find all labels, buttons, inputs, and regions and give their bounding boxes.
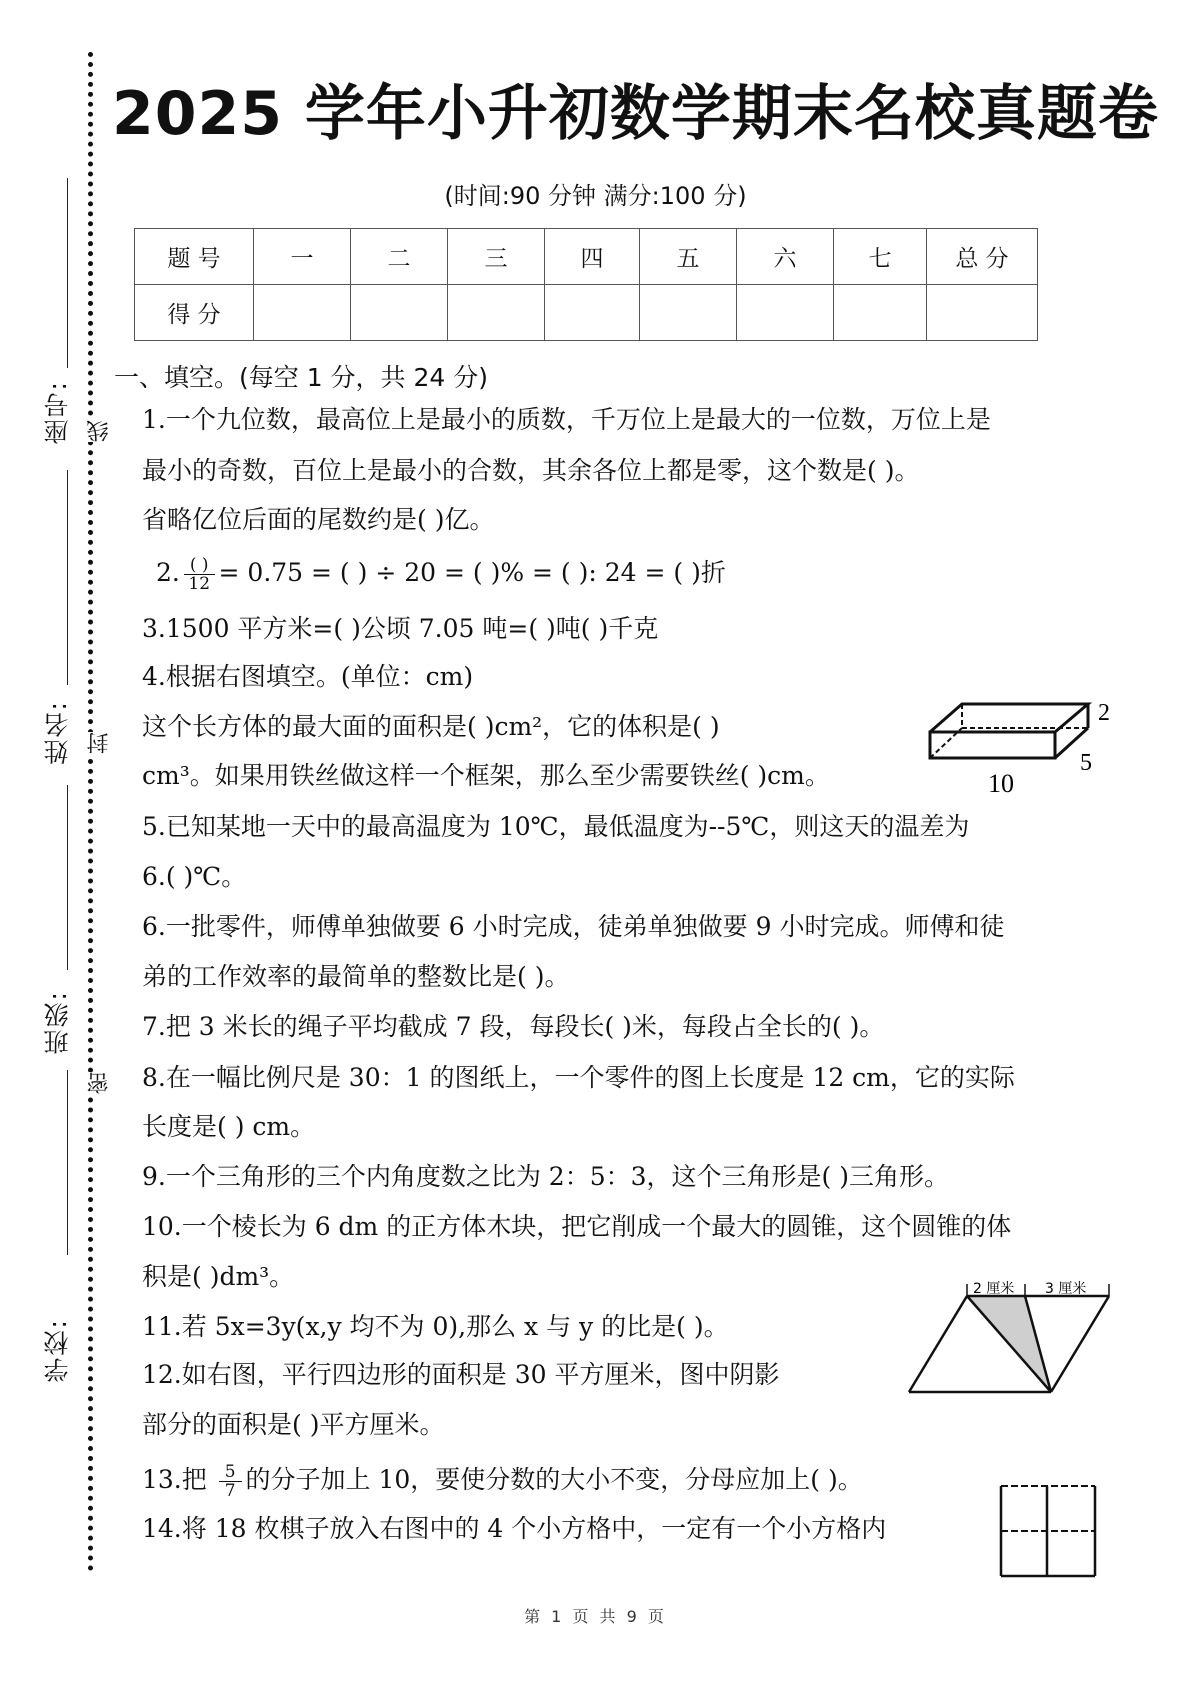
question-12-line-2: 部分的面积是( )平方厘米。 xyxy=(142,1410,445,1439)
header-cell: 七 xyxy=(834,229,927,285)
seat-number-label: 座号: xyxy=(43,380,72,445)
question-14: 14.将 18 枚棋子放入右图中的 4 个小方格中，一定有一个小方格内 xyxy=(142,1514,887,1543)
question-13-text: 的分子加上 10，要使分数的大小不变，分母应加上( )。 xyxy=(245,1465,863,1494)
section-heading: 一、填空。(每空 1 分，共 24 分) xyxy=(114,363,489,392)
parallelogram-figure xyxy=(905,1280,1125,1410)
seal-mark-seal: 封 xyxy=(84,732,115,754)
fraction xyxy=(184,556,215,593)
exam-time-and-score: (时间:90 分钟 满分:100 分) xyxy=(444,182,747,210)
question-4-line-1: 4.根据右图填空。(单位：cm) xyxy=(142,662,474,691)
header-cell: 五 xyxy=(640,229,737,285)
question-13-prefix: 13.把 xyxy=(142,1465,215,1494)
score-cell[interactable] xyxy=(448,285,545,341)
seal-mark-line: 线 xyxy=(84,420,115,442)
cuboid-height: 2 xyxy=(1098,700,1110,726)
class-label: 班级: xyxy=(43,990,72,1055)
fraction-numerator: 5 xyxy=(219,1463,242,1482)
score-cell[interactable] xyxy=(254,285,351,341)
question-7: 7.把 3 米长的绳子平均截成 7 段，每段长( )米，每段占全长的( )。 xyxy=(142,1012,885,1041)
question-2 xyxy=(156,556,726,593)
segment-label-left: 2 厘米 xyxy=(973,1281,1015,1297)
header-cell: 总 分 xyxy=(927,229,1038,285)
header-cell: 二 xyxy=(351,229,448,285)
question-4-line-2: 这个长方体的最大面的面积是( )cm²，它的体积是( ) xyxy=(142,712,720,741)
seal-mark-secret: 密 xyxy=(84,1072,115,1094)
grid-2x2-figure xyxy=(995,1482,1105,1582)
score-cell[interactable] xyxy=(640,285,737,341)
question-1-line-3: 省略亿位后面的尾数约是( )亿。 xyxy=(142,505,495,534)
score-table-header-row xyxy=(135,229,1038,285)
question-13 xyxy=(142,1463,863,1500)
question-1-line-2: 最小的奇数，百位上是最小的合数，其余各位上都是零，这个数是( )。 xyxy=(142,456,920,485)
name-label: 姓名: xyxy=(43,700,72,765)
question-12-line-1: 12.如右图，平行四边形的面积是 30 平方厘米，图中阴影 xyxy=(142,1360,780,1389)
score-cell[interactable] xyxy=(545,285,640,341)
question-6-line-1: 6.一批零件，师傅单独做要 6 小时完成，徒弟单独做要 9 小时完成。师傅和徒 xyxy=(142,912,1005,941)
question-4-line-3: cm³。如果用铁丝做这样一个框架，那么至少需要铁丝( )cm。 xyxy=(142,761,830,790)
header-cell: 一 xyxy=(254,229,351,285)
name-field[interactable] xyxy=(67,470,68,685)
question-1-line-1: 1.一个九位数，最高位上是最小的质数，千万位上是最大的一位数，万位上是 xyxy=(142,405,991,434)
question-9: 9.一个三角形的三个内角度数之比为 2：5：3，这个三角形是( )三角形。 xyxy=(142,1162,949,1191)
fraction-denominator: 7 xyxy=(224,1481,236,1501)
fraction-denominator: 12 xyxy=(188,574,211,594)
question-8-line-2: 长度是( ) cm。 xyxy=(142,1112,316,1141)
score-table xyxy=(134,228,1038,341)
header-cell: 四 xyxy=(545,229,640,285)
segment-label-right: 3 厘米 xyxy=(1045,1281,1087,1297)
binding-dotted-line xyxy=(88,52,93,1572)
page-number: 第 1 页 共 9 页 xyxy=(524,1607,667,1626)
score-cell[interactable] xyxy=(737,285,834,341)
score-cell[interactable] xyxy=(927,285,1038,341)
page-title: 2025 学年小升初数学期末名校真题卷 xyxy=(112,79,1159,149)
question-2-number: 2. xyxy=(156,558,180,587)
header-cell: 题 号 xyxy=(135,229,254,285)
question-8-line-1: 8.在一幅比例尺是 30：1 的图纸上，一个零件的图上长度是 12 cm，它的实际 xyxy=(142,1063,1015,1092)
cuboid-width: 5 xyxy=(1080,750,1092,776)
score-cell[interactable] xyxy=(351,285,448,341)
school-field[interactable] xyxy=(67,1070,68,1255)
class-field[interactable] xyxy=(67,785,68,970)
school-label: 学校: xyxy=(43,1318,72,1383)
fraction xyxy=(219,1463,242,1500)
question-6-line-2: 弟的工作效率的最简单的整数比是( )。 xyxy=(142,962,570,991)
question-10-line-1: 10.一个棱长为 6 dm 的正方体木块，把它削成一个最大的圆锥，这个圆锥的体 xyxy=(142,1212,1012,1241)
question-3: 3.1500 平方米=( )公顷 7.05 吨=( )吨( )千克 xyxy=(142,614,659,643)
question-10-line-2: 积是( )dm³。 xyxy=(142,1262,295,1291)
header-cell: 六 xyxy=(737,229,834,285)
question-2-equation: = 0.75 = ( ) ÷ 20 = ( )% = ( ): 24 = ( )折 xyxy=(218,558,726,587)
question-11: 11.若 5x=3y(x,y 均不为 0),那么 x 与 y 的比是( )。 xyxy=(142,1312,729,1341)
score-cell[interactable] xyxy=(834,285,927,341)
question-5-line-2: 6.( )℃。 xyxy=(142,862,247,891)
cuboid-figure xyxy=(918,692,1138,802)
cuboid-length: 10 xyxy=(988,769,1014,798)
question-5-line-1: 5.已知某地一天中的最高温度为 10℃，最低温度为--5℃，则这天的温差为 xyxy=(142,812,970,841)
header-cell: 三 xyxy=(448,229,545,285)
score-table-score-row xyxy=(135,285,1038,341)
fraction-numerator: ( ) xyxy=(184,556,215,575)
score-row-label: 得 分 xyxy=(135,285,254,341)
